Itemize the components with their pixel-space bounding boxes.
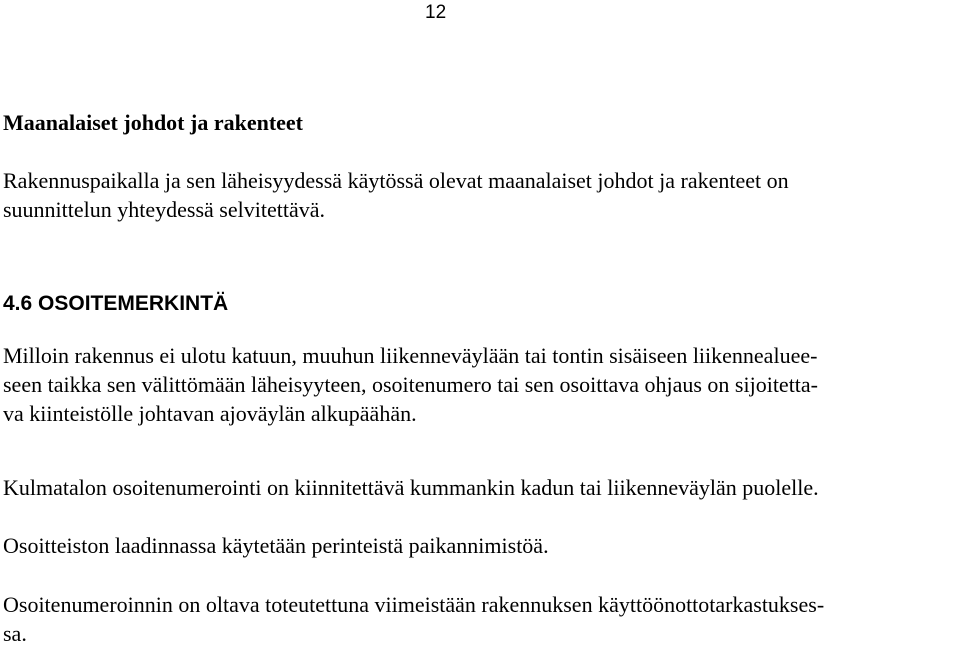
section-heading-maanalaiset: Maanalaiset johdot ja rakenteet	[3, 110, 304, 135]
page-number: 12	[425, 2, 447, 23]
paragraph-line: seen taikka sen välittömään läheisyyteen, osoitenumero tai sen osoittava ohjaus on sijoitetta-	[3, 372, 819, 397]
paragraph-line: va kiinteistölle johtavan ajoväylän alkupäähän.	[3, 401, 417, 426]
section-heading-osoitemerkinta: 4.6 OSOITEMERKINTÄ	[3, 292, 229, 315]
paragraph-line: suunnittelun yhteydessä selvitettävä.	[3, 197, 325, 222]
paragraph-kulmatalo: Kulmatalon osoitenumerointi on kiinnitettävä kummankin kadun tai liikenneväylän puolelle.	[3, 475, 819, 500]
paragraph-maanalaiset	[3, 166, 789, 224]
paragraph-line: Milloin rakennus ei ulotu katuun, muuhun liikenneväylään tai tontin sisäiseen liikennealuee-	[3, 343, 818, 368]
paragraph-kayttoonottotarkastus	[3, 590, 824, 648]
paragraph-line: Osoitenumeroinnin on oltava toteutettuna viimeistään rakennuksen käyttöönottotarkastukses-	[3, 592, 825, 617]
paragraph-osoitenumero-sijoitus	[3, 341, 818, 428]
paragraph-line: Rakennuspaikalla ja sen läheisyydessä käytössä olevat maanalaiset johdot ja rakenteet on	[3, 168, 789, 193]
paragraph-line: sa.	[3, 621, 27, 646]
paragraph-paikannimisto: Osoitteiston laadinnassa käytetään perinteistä paikannimistöä.	[3, 533, 549, 558]
